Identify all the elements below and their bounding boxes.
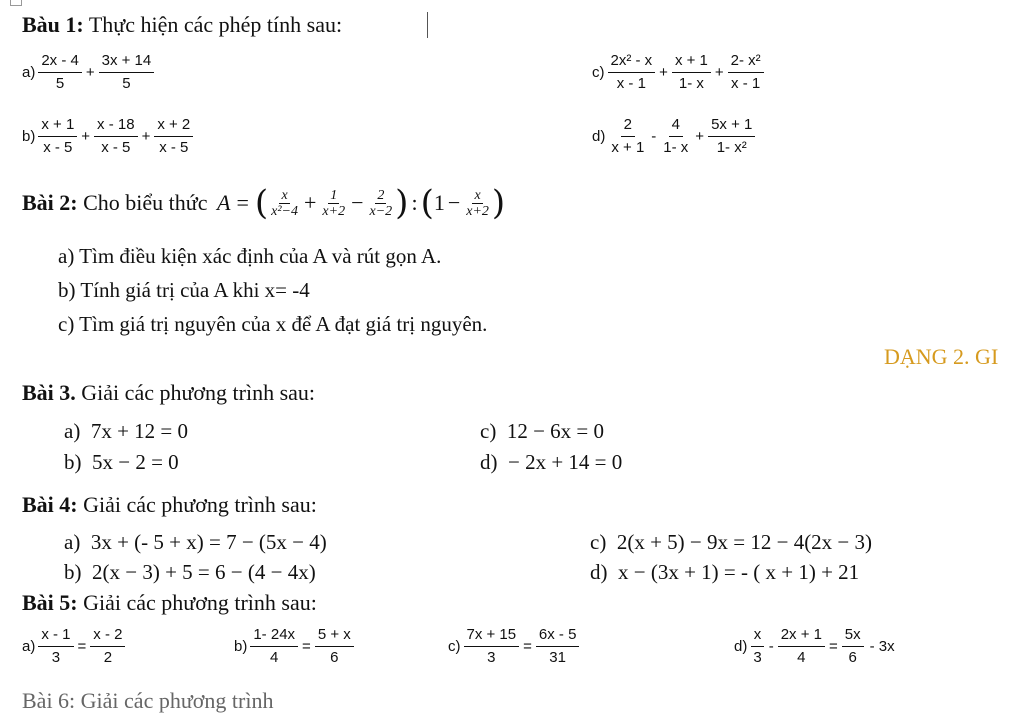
bai2-item-b: b) Tính giá trị của A khi x= -4 — [58, 278, 310, 302]
bai4-d: d) x − (3x + 1) = - ( x + 1) + 21 — [590, 560, 860, 584]
section-heading: DẠNG 2. GI — [884, 344, 999, 369]
bai5-title: Bài 5: Giải các phương trình sau: — [22, 590, 317, 615]
bai2-item-c: c) Tìm giá trị nguyên của x để A đạt giá trị nguyên. — [58, 312, 488, 336]
bai3-c: c) 12 − 6x = 0 — [480, 419, 605, 443]
checkbox-marker — [10, 0, 22, 6]
bai2-item-a: a) Tìm điều kiện xác định của A và rút gọn A. — [58, 244, 442, 268]
bai3-title: Bài 3. Giải các phương trình sau: — [22, 380, 316, 405]
bai3-d: d) − 2x + 14 = 0 — [480, 450, 623, 474]
bai2-title: Bài 2: Cho biểu thức A = ( $\frac{x}{\text{x²−4}}$ + $\frac{1}{x+2}$ − $\frac{2}{x-2}$ ) : ( 1 − $\frac{x}{x+2}$ ) — [22, 183, 506, 223]
bai1-a: a) $\frac{2x - 4}{5}$ + $\frac{3x + 14}{5}$ — [22, 52, 156, 93]
bai4-a: a) 3x + (- 5 + x) = 7 − (5x − 4) — [64, 530, 327, 554]
bai1-b: b) $\frac{x + 1}{x - 5}$ + $\frac{x - 18}{x - 5}$ + $\frac{x + 2}{x - 5}$ — [22, 116, 195, 157]
bai1-d: d) $\frac{2}{x + 1}$ - $\frac{4}{1- x}$ + $\frac{5x + 1}{\text{1- x²}}$ — [592, 116, 757, 157]
bai3-b: b) 5x − 2 = 0 — [64, 450, 179, 474]
bai3-a: a) 7x + 12 = 0 — [64, 419, 189, 443]
bai4-b: b) 2(x − 3) + 5 = 6 − (4 − 4x) — [64, 560, 316, 584]
bai5-a: a) $\frac{x - 1}{3}$ = $\frac{x - 2}{2}$ — [22, 626, 127, 667]
bai1-c: c) $\frac{\text{2x² - x}}{x - 1}$ + $\frac{x + 1}{1- x}$ + $\frac{\text{2- x²}}{x - 1}$ — [592, 52, 766, 93]
bai1-title: Bàu 1: Thực hiện các phép tính sau: — [22, 12, 343, 37]
bai5-d: d) $\frac{x}{3}$ - $\frac{2x + 1}{4}$ = $\frac{5x}{6}$ - 3x — [734, 626, 895, 666]
bai4-c: c) 2(x + 5) − 9x = 12 − 4(2x − 3) — [590, 530, 873, 554]
text-cursor — [427, 12, 428, 38]
bai5-b: b) $\frac{1- 24x}{4}$ = $\frac{5 + x}{6}$ — [234, 626, 356, 667]
bai4-title: Bài 4: Giải các phương trình sau: — [22, 492, 317, 517]
bai5-c: c) $\frac{7x + 15}{3}$ = $\frac{6x - 5}{31}$ — [448, 626, 581, 667]
bai6-title-cut: Bài 6: Giải các phương trình — [22, 688, 274, 713]
